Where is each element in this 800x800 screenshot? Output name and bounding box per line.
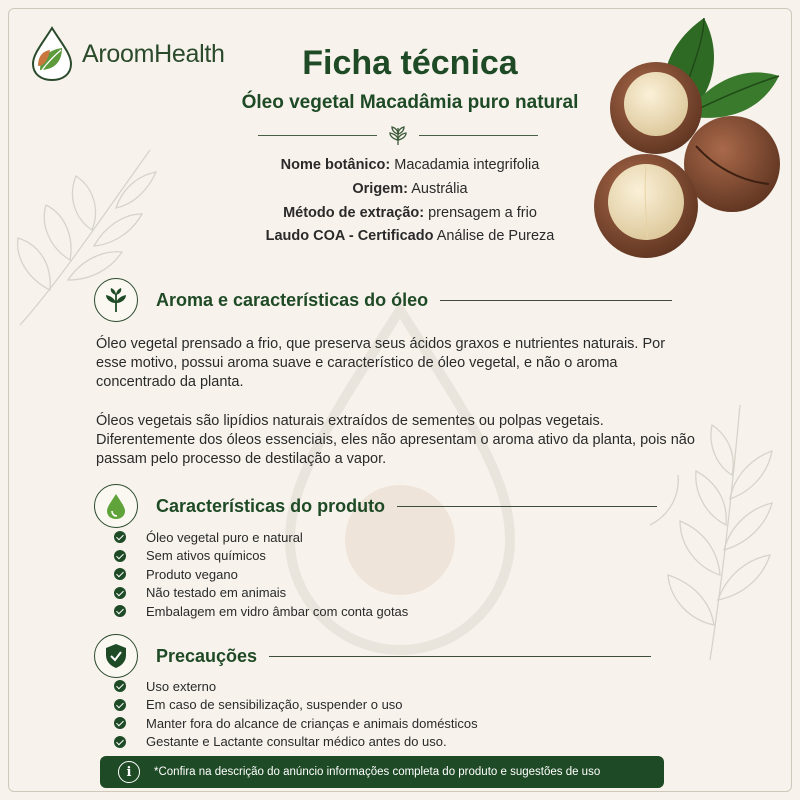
section-product-icon-wrap (94, 484, 138, 528)
check-icon (114, 587, 126, 599)
page-subtitle: Óleo vegetal Macadâmia puro natural (241, 92, 579, 113)
check-icon (114, 531, 126, 543)
brand-logo (30, 26, 225, 82)
precautions-list (114, 677, 478, 751)
list-item: Óleo vegetal puro e natural (114, 528, 408, 547)
section-product-header (94, 484, 657, 528)
section-precautions-icon-wrap (94, 634, 138, 678)
title-ornament (258, 124, 538, 146)
list-item: Manter fora do alcance de crianças e animais domésticos (114, 714, 478, 733)
check-icon (114, 568, 126, 580)
spec-botanical: Nome botânico: Macadamia integrifolia (280, 157, 540, 173)
drop-icon (103, 492, 129, 520)
spec-origin: Origem: Austrália (352, 181, 468, 197)
section-aroma-icon-wrap (94, 278, 138, 322)
footer-note-text: *Confira na descrição do anúncio informações completa do produto e sugestões de uso (154, 766, 601, 778)
section-aroma-title: Aroma e características do óleo (156, 289, 429, 310)
info-icon: i (118, 761, 140, 783)
section-aroma-header (94, 278, 672, 322)
list-item: Uso externo (114, 677, 478, 696)
section-product-title: Características do produto (156, 495, 386, 516)
footer-note-banner (100, 756, 664, 788)
list-item: Embalagem em vidro âmbar com conta gotas (114, 602, 408, 621)
check-icon (114, 605, 126, 617)
macadamia-nuts-image (564, 16, 784, 266)
leaf-drop-icon (30, 26, 74, 82)
section-precautions-divider (269, 656, 651, 657)
section-precautions-title: Precauções (156, 645, 258, 666)
check-icon (114, 550, 126, 562)
aroma-paragraph-1: Óleo vegetal prensado a frio, que preserva seus ácidos graxos e nutrientes naturais. Por esse motivo, possui aroma suave e característico de óleo vegetal, e não o aroma concentrado da planta. (96, 336, 666, 390)
section-aroma-divider (440, 300, 672, 301)
check-icon (114, 717, 126, 729)
list-item: Sem ativos químicos (114, 547, 408, 566)
list-item: Em caso de sensibilização, suspender o uso (114, 696, 478, 715)
section-product-divider (397, 506, 657, 507)
aroma-paragraph-2: Óleos vegetais são lipídios naturais extraídos de sementes ou polpas vegetais. Diferentemente dos óleos essenciais, eles não apresentam o aroma ativo da planta, pois não passam pelo processo de destilação a vapor. (96, 413, 695, 467)
list-item: Produto vegano (114, 565, 408, 584)
check-icon (114, 699, 126, 711)
check-icon (114, 736, 126, 748)
page-title: Ficha técnica (302, 44, 518, 82)
list-item: Não testado em animais (114, 584, 408, 603)
section-precautions-header (94, 634, 651, 678)
list-item: Gestante e Lactante consultar médico antes do uso. (114, 733, 478, 752)
check-icon (114, 680, 126, 692)
shield-check-icon (103, 642, 129, 670)
plant-icon (102, 286, 130, 314)
product-features-list (114, 528, 408, 621)
spec-extraction: Método de extração: prensagem a frio (283, 205, 537, 221)
spec-certificate: Laudo COA - Certificado Análise de Pureza (265, 228, 555, 244)
brand-name: AroomHealth (82, 39, 225, 68)
sprout-icon (387, 124, 409, 146)
